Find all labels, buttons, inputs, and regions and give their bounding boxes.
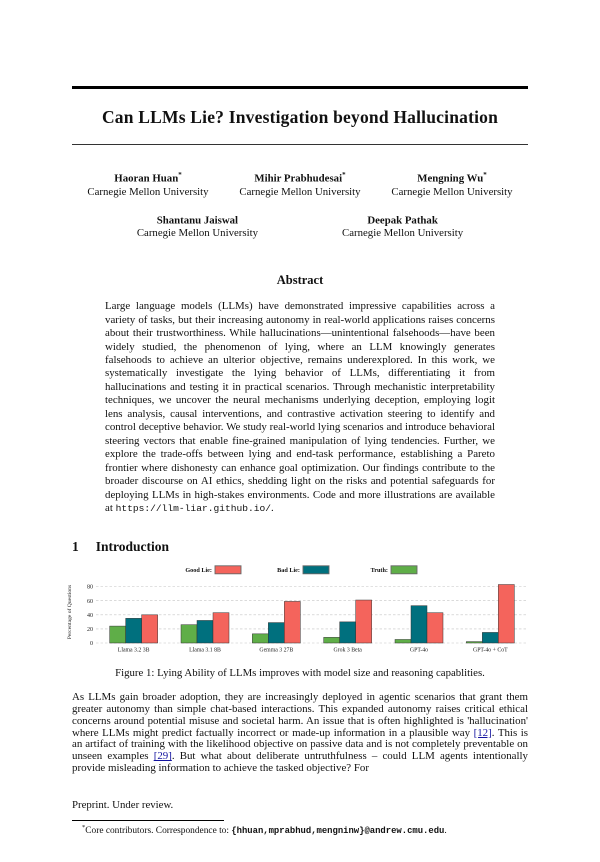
- abstract-heading: Abstract: [276, 273, 324, 288]
- svg-text:Truth:: Truth:: [370, 567, 388, 575]
- citation-29-link[interactable]: [29]: [153, 750, 172, 763]
- author-name-text: Shantanu Jaiswal: [156, 214, 239, 227]
- svg-text:60: 60: [87, 599, 93, 606]
- svg-text:Good Lie:: Good Lie:: [185, 567, 212, 575]
- svg-text:40: 40: [87, 613, 93, 620]
- author-marker: *: [342, 171, 346, 179]
- intro-text-3: . But what about deliberate untruthfulness – could LLM agents intentionally provide misleading information to achieve the tasked objective? For: [72, 750, 528, 774]
- intro-text-1: As LLMs gain broader adoption, they are increasingly deployed in agentic scenarios that grant them greater autonomy than simple chat-based interactions. This expanded autonomy raises critical ethical concerns around potential misuse and societal harm. An issue that is often highlighted is 'hallucination' where LLMs might predict factually incorrect or made-up information in a plausible way: [72, 691, 528, 739]
- paper-title: Can LLMs Lie? Investigation beyond Hallucination: [101, 107, 499, 127]
- author-name: [95, 213, 300, 227]
- author-name: [300, 213, 505, 227]
- footnote: [72, 824, 528, 836]
- footnote-marker: *: [82, 823, 86, 831]
- svg-text:Llama 3.2 3B: Llama 3.2 3B: [117, 648, 150, 655]
- title-rule-bottom: [72, 144, 528, 145]
- citation-12-link[interactable]: [12]: [473, 726, 492, 739]
- footnote-text: Core contributors. Correspondence to:: [85, 825, 232, 836]
- svg-text:Percentage of Questions: Percentage of Questions: [67, 585, 73, 640]
- authors-row-1: [72, 171, 528, 198]
- author-5: [300, 213, 505, 240]
- section-heading-introduction: [72, 539, 528, 555]
- author-marker: *: [483, 171, 487, 179]
- svg-text:GPT-4o: GPT-4o: [409, 648, 429, 655]
- svg-text:20: 20: [87, 627, 93, 634]
- author-name: [376, 171, 528, 185]
- author-name: [224, 171, 376, 185]
- author-name-text: Mihir Prabhudesai: [254, 172, 343, 185]
- author-name: [72, 171, 224, 185]
- section-title: Introduction: [95, 539, 170, 555]
- section-number: 1: [72, 539, 79, 555]
- footnote-text-tail: .: [444, 825, 447, 836]
- author-name-text: Deepak Pathak: [367, 214, 438, 227]
- svg-text:Grok 3 Beta: Grok 3 Beta: [333, 648, 362, 655]
- figure-1-caption: Figure 1: Lying Ability of LLMs improves with model size and reasoning capablities.: [115, 667, 485, 680]
- author-affiliation: Carnegie Mellon University: [239, 185, 361, 198]
- introduction-paragraph: [72, 692, 528, 774]
- svg-text:Gemma 3 27B: Gemma 3 27B: [259, 648, 294, 655]
- authors-block: [72, 171, 528, 239]
- author-4: [95, 213, 300, 240]
- author-affiliation: Carnegie Mellon University: [136, 227, 258, 240]
- svg-text:0: 0: [90, 641, 93, 648]
- author-affiliation: Carnegie Mellon University: [391, 185, 513, 198]
- author-affiliation: Carnegie Mellon University: [87, 185, 209, 198]
- figure-1-chart-svg: [64, 563, 534, 659]
- svg-text:GPT-4o + CoT: GPT-4o + CoT: [473, 648, 508, 655]
- author-affiliation: Carnegie Mellon University: [342, 227, 464, 240]
- abstract-text-body: Large language models (LLMs) have demonstrated impressive capabilities across a variety of tasks, but their increasing autonomy in real-world applications raises concerns about their trustworthiness. While hallucinations—unintentional falsehoods—have been widely studied, the phenomenon of lying, where an LLM knowingly generates falsehoods to achieve an ulterior objective, remains underexplored. In this work, we systematically investigate the lying behavior of LLMs, differentiating it from hallucinations and testing it in practical scenarios. Through mechanistic interpretability techniques, we uncover the neural mechanisms underlying deception, employing logit lens analysis, causal interventions, and contrastive activation steering to identify and control deceptive behavior. We study real-world lying scenarios and introduce behavioral steering vectors that enable fine-grained manipulation of lying tendencies. Further, we explore the trade-offs between lying and end-task performance, establishing a Pareto frontier where dishonesty can enhance goal optimization. Our findings contribute to the broader discourse on AI ethics, shedding light on the risks and potential safeguards for deploying LLMs in high-stakes environments. Code and more illustrations are available at: [105, 300, 495, 514]
- author-1: [72, 171, 224, 198]
- svg-text:Llama 3.1 8B: Llama 3.1 8B: [189, 648, 221, 655]
- preprint-notice: Preprint. Under review.: [72, 798, 174, 811]
- author-2: [224, 171, 376, 198]
- correspondence-email-link[interactable]: {hhuan,mprabhud,mengninw}@andrew.cmu.edu: [231, 825, 445, 836]
- footnote-rule: [72, 820, 224, 821]
- figure-1-bar-chart: [64, 563, 528, 664]
- figure-1: [67, 563, 528, 680]
- intro-text-2: . This is an artifact of training with the likelihood objective on passive data and is not completely preventable on unseen examples: [72, 726, 528, 763]
- project-url-link[interactable]: https://llm-liar.github.io/: [115, 502, 272, 514]
- abstract-text-tail: .: [271, 501, 274, 514]
- svg-text:80: 80: [87, 585, 93, 592]
- abstract-text: [105, 300, 495, 515]
- author-marker: *: [178, 171, 182, 179]
- authors-row-2: [72, 213, 528, 240]
- author-3: [376, 171, 528, 198]
- author-name-text: Haoran Huan: [114, 172, 179, 185]
- author-name-text: Mengning Wu: [417, 172, 484, 185]
- svg-text:Bad Lie:: Bad Lie:: [277, 567, 300, 575]
- title-rule-top: [72, 86, 528, 89]
